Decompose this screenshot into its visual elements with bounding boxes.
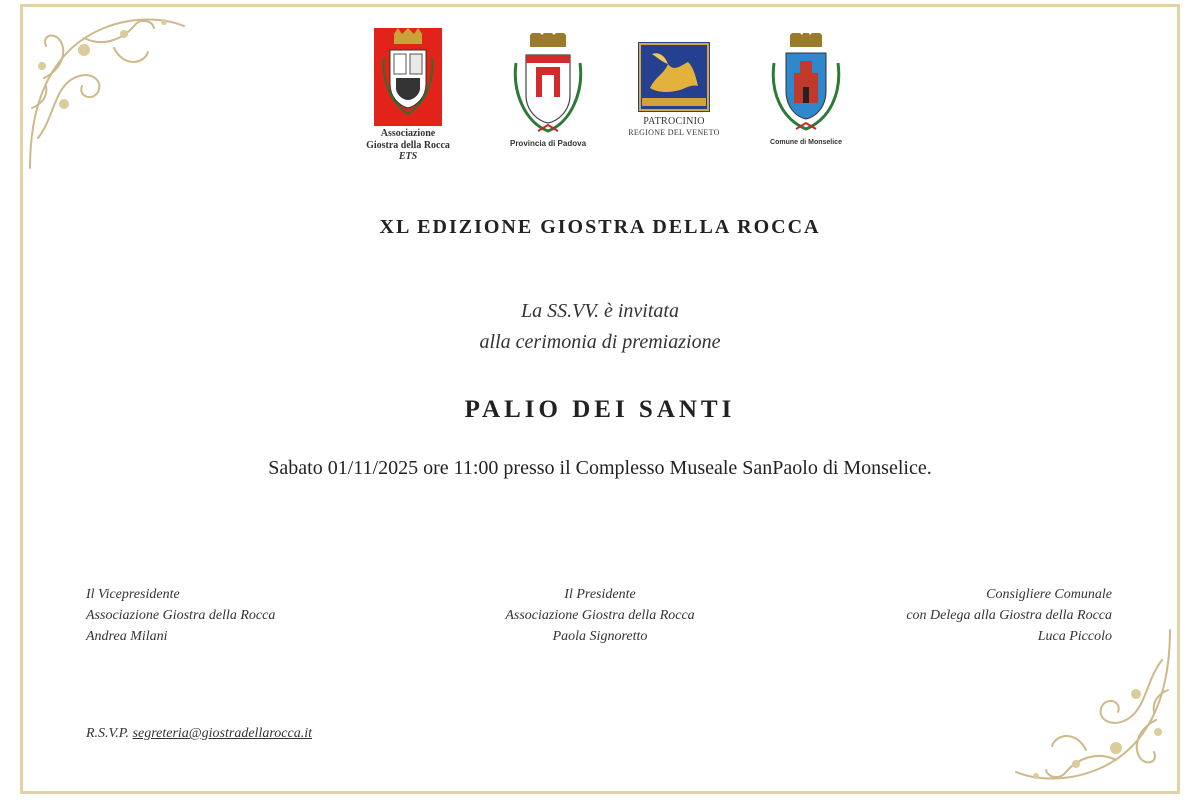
invitation-line-1: La SS.VV. è invitata xyxy=(521,300,679,322)
signature-name: Paola Signoretto xyxy=(552,629,648,644)
signature-role: Il Vicepresidente xyxy=(86,587,180,602)
rsvp-email-link[interactable]: segreteria@giostradellarocca.it xyxy=(132,726,312,741)
comune-logo xyxy=(760,33,852,147)
logo-row xyxy=(0,28,1200,188)
comune-crest-icon xyxy=(766,33,846,137)
signature-role: Consigliere Comunale xyxy=(986,587,1112,602)
associazione-logo xyxy=(356,28,460,163)
invitation-text xyxy=(0,296,1200,358)
signature-name: Andrea Milani xyxy=(86,629,168,644)
signature-name: Luca Piccolo xyxy=(1037,629,1112,644)
winged-lion-icon xyxy=(638,42,710,112)
rsvp-line xyxy=(86,726,312,742)
rsvp-label: R.S.V.P. xyxy=(86,726,130,741)
signature-vicepresidente xyxy=(86,584,275,647)
provincia-caption: Provincia di Padova xyxy=(509,139,587,148)
associazione-caption: Associazione Giostra della Rocca ETS xyxy=(366,128,450,162)
signature-consigliere xyxy=(906,584,1112,647)
regione-logo xyxy=(624,42,724,137)
associazione-crest-icon xyxy=(374,28,442,126)
signature-org: Associazione Giostra della Rocca xyxy=(86,608,276,623)
signature-org: con Delega alla Giostra della Rocca xyxy=(906,608,1112,623)
provincia-crest-icon xyxy=(508,33,588,137)
invitation-line-2: alla cerimonia di premiazione xyxy=(479,331,721,353)
provincia-logo xyxy=(500,33,596,148)
edition-title: XL EDIZIONE GIOSTRA DELLA ROCCA xyxy=(379,216,821,238)
signature-org: Associazione Giostra della Rocca xyxy=(505,608,695,623)
event-name: PALIO DEI SANTI xyxy=(464,396,736,423)
signature-role: Il Presidente xyxy=(564,587,636,602)
event-details: Sabato 01/11/2025 ore 11:00 presso il Complesso Museale SanPaolo di Monselice. xyxy=(268,457,932,479)
regione-caption: PATROCINIO REGIONE DEL VENETO xyxy=(628,116,720,137)
signature-presidente xyxy=(450,584,750,647)
comune-caption: Comune di Monselice xyxy=(770,139,842,146)
